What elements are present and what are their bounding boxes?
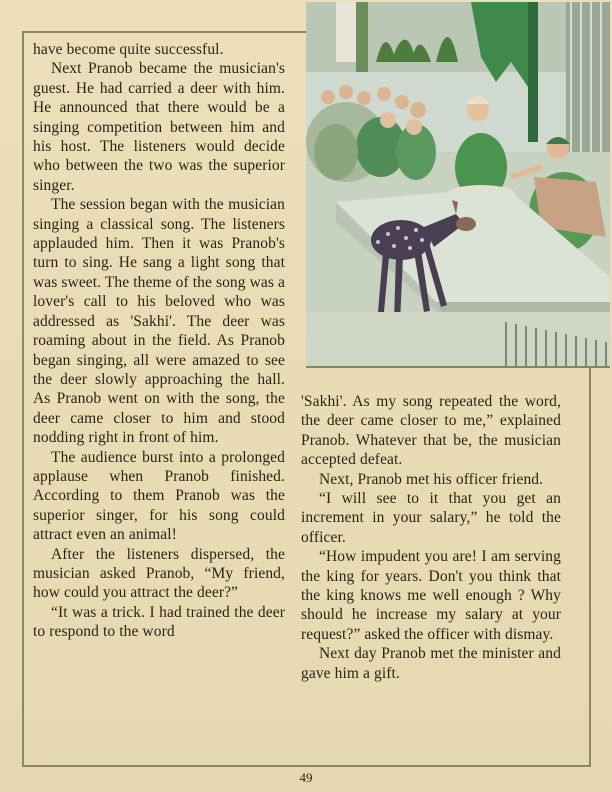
deer-hall-illustration bbox=[306, 2, 610, 368]
frame-line-left bbox=[22, 31, 24, 766]
story-illustration bbox=[306, 2, 610, 368]
paragraph: 'Sakhi'. As my song repeated the word, the deer came closer to me,” explained Pranob. Whatever that be, the musician accepted defeat. bbox=[301, 393, 561, 469]
paragraph: The session began with the musician singing a classical song. The listeners applauded him. Then it was Pranob's turn to sing. He sang a light song that was sweet. The theme of the song was a lover's call to his beloved who was addressed as 'Sakhi'. The deer was roaming about in the field. As Pranob began singing, all were amazed to see the deer slowly approaching the hall. As Pranob went on with the song, the deer came closer to him and stood nodding right in front of him. bbox=[33, 196, 285, 447]
paragraph: Next Pranob became the musician's guest. He had carried a deer with him. He announced that there would be a singing competition between him and his host. The listeners would decide who between the two was the superior singer. bbox=[33, 60, 285, 194]
right-text-column bbox=[301, 392, 561, 683]
paragraph: Next, Pranob met his officer friend. bbox=[319, 470, 544, 488]
paragraph: have become quite successful. bbox=[33, 41, 224, 58]
paragraph: “I will see to it that you get an increment in your salary,” he told the officer. bbox=[301, 490, 561, 546]
paragraph: After the listeners dispersed, the musician asked Pranob, “My friend, how could you attract the deer?” bbox=[33, 545, 285, 602]
paragraph: “It was a trick. I had trained the deer to respond to the word bbox=[33, 603, 285, 641]
page-number: 49 bbox=[299, 770, 313, 785]
frame-line-top bbox=[22, 31, 309, 33]
left-text-column bbox=[33, 40, 285, 642]
frame-line-bottom bbox=[22, 765, 590, 767]
frame-line-right bbox=[589, 366, 591, 767]
paragraph: Next day Pranob met the minister and gave him a gift. bbox=[301, 645, 561, 682]
paragraph: The audience burst into a prolonged applause when Pranob finished. According to them Pranob was the superior singer, for his song could attract even an animal! bbox=[33, 448, 285, 544]
paragraph: “How impudent you are! I am serving the king for years. Don't you think that the king knows me well enough ? Why should he increase my salary at your request?” asked the officer with dismay. bbox=[301, 548, 561, 643]
